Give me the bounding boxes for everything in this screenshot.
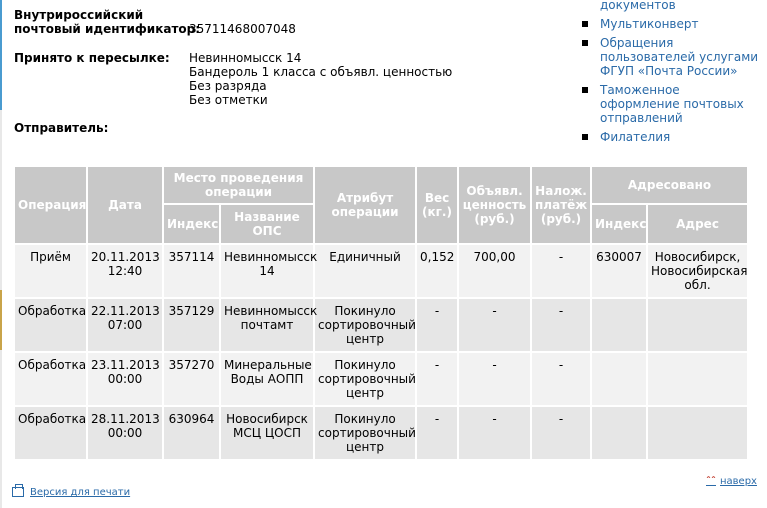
sidebar-link-item[interactable] — [580, 17, 760, 31]
link-user-appeals[interactable]: Обращения пользователей услугами ФГУП «Почта России» — [600, 36, 759, 78]
back-to-top-label: наверх — [720, 476, 757, 487]
cell-declared-value: 700,00 — [458, 244, 531, 298]
cell-weight: - — [416, 352, 458, 406]
print-version-link[interactable] — [12, 487, 130, 498]
cell-ops-name: Невинномысск 14 — [220, 244, 314, 298]
sidebar-link-item[interactable] — [580, 36, 760, 78]
accepted-line: Без разряда — [189, 79, 267, 93]
cell-addr-index: 630007 — [591, 244, 647, 298]
cell-weight: - — [416, 406, 458, 460]
left-edge-accent-2 — [0, 290, 2, 350]
cell-ops-name: Новосибирск МСЦ ЦОСП — [220, 406, 314, 460]
cell-declared-value: - — [458, 352, 531, 406]
table-row — [14, 352, 748, 406]
cell-operation: Приём — [14, 244, 87, 298]
cell-date-day: 28.11.2013 — [91, 412, 160, 426]
header-declared-value: Объявл. ценность (руб.) — [458, 166, 531, 244]
cell-attribute: Покинуло сортировочный центр — [314, 352, 416, 406]
header-operation: Операция — [14, 166, 87, 244]
cell-weight: 0,152 — [416, 244, 458, 298]
identifier-value: 35711468007048 — [189, 22, 296, 36]
cell-index: 357114 — [163, 244, 220, 298]
cell-address — [647, 352, 748, 406]
square-bullet-icon — [582, 40, 588, 46]
cell-operation: Обработка — [14, 352, 87, 406]
cell-declared-value: - — [458, 406, 531, 460]
sidebar-link-item[interactable] — [580, 0, 760, 12]
cell-addr-index — [591, 406, 647, 460]
left-edge-accent — [0, 0, 2, 110]
cell-index: 357270 — [163, 352, 220, 406]
double-chevron-up-icon: ˆˆ — [706, 476, 716, 487]
left-edge-strip — [0, 0, 2, 508]
cell-index: 630964 — [163, 406, 220, 460]
header-addr-index: Индекс — [591, 204, 647, 244]
cell-address — [647, 298, 748, 352]
square-bullet-icon — [582, 87, 588, 93]
cell-address: Новосибирск, Новосибирская обл. — [647, 244, 748, 298]
cell-date-day: 23.11.2013 — [91, 358, 160, 372]
header-date: Дата — [87, 166, 163, 244]
cell-addr-index — [591, 298, 647, 352]
print-version-label: Версия для печати — [30, 487, 131, 498]
cell-index: 357129 — [163, 298, 220, 352]
cell-attribute: Покинуло сортировочный центр — [314, 406, 416, 460]
square-bullet-icon — [582, 134, 588, 140]
link-documents[interactable]: документов — [600, 0, 676, 12]
cell-addr-index — [591, 352, 647, 406]
cell-ops-name: Минеральные Воды АОПП — [220, 352, 314, 406]
cell-cod: - — [531, 298, 591, 352]
header-address: Адрес — [647, 204, 748, 244]
accepted-details — [189, 51, 452, 107]
square-bullet-icon — [582, 21, 588, 27]
link-customs[interactable]: Таможенное оформление почтовых отправлений — [600, 83, 744, 125]
cell-date — [87, 244, 163, 298]
identifier-label-line1: Внутрироссийский — [14, 8, 144, 22]
table-row — [14, 298, 748, 352]
cell-date — [87, 298, 163, 352]
cell-cod: - — [531, 352, 591, 406]
sidebar-links — [580, 0, 760, 149]
table-row — [14, 244, 748, 298]
table-header-row — [14, 166, 748, 204]
cell-operation: Обработка — [14, 298, 87, 352]
cell-address — [647, 406, 748, 460]
identifier-label — [14, 8, 200, 36]
cell-weight: - — [416, 298, 458, 352]
header-addressed: Адресовано — [591, 166, 748, 204]
cell-attribute: Покинуло сортировочный центр — [314, 298, 416, 352]
header-index: Индекс — [163, 204, 220, 244]
cell-date-time: 07:00 — [107, 318, 143, 332]
cell-cod: - — [531, 244, 591, 298]
printer-icon — [12, 487, 24, 497]
link-multienvelope[interactable]: Мультиконверт — [600, 17, 699, 31]
sidebar-link-item[interactable] — [580, 130, 760, 144]
accepted-label: Принято к пересылке: — [14, 51, 170, 65]
accepted-line: Бандероль 1 класса с объявл. ценностью — [189, 65, 453, 79]
header-ops-name: Название ОПС — [220, 204, 314, 244]
header-weight: Вес (кг.) — [416, 166, 458, 244]
cell-date-time: 00:00 — [107, 426, 143, 440]
cell-attribute: Единичный — [314, 244, 416, 298]
cell-date-day: 20.11.2013 — [91, 250, 160, 264]
cell-date — [87, 352, 163, 406]
cell-cod: - — [531, 406, 591, 460]
cell-declared-value: - — [458, 298, 531, 352]
cell-operation: Обработка — [14, 406, 87, 460]
cell-date-time: 00:00 — [107, 372, 143, 386]
tracking-table — [13, 165, 749, 461]
sidebar-link-item[interactable] — [580, 83, 760, 125]
accepted-line: Невинномысск 14 — [189, 51, 302, 65]
cell-date — [87, 406, 163, 460]
cell-date-time: 12:40 — [107, 264, 143, 278]
cell-ops-name: Невинномысск почтамт — [220, 298, 314, 352]
link-philately[interactable]: Филателия — [600, 130, 671, 144]
identifier-label-line2: почтовый идентификатор: — [14, 22, 201, 36]
cell-date-day: 22.11.2013 — [91, 304, 160, 318]
back-to-top-link[interactable] — [706, 476, 757, 487]
accepted-line: Без отметки — [189, 93, 268, 107]
table-row — [14, 406, 748, 460]
header-place: Место проведения операции — [163, 166, 314, 204]
header-cod: Налож. платёж (руб.) — [531, 166, 591, 244]
sender-label: Отправитель: — [14, 121, 109, 135]
header-attribute: Атрибут операции — [314, 166, 416, 244]
